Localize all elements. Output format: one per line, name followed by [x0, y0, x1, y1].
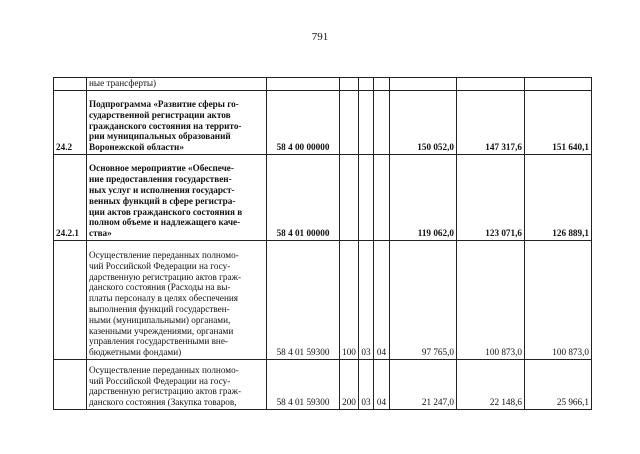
row-number — [54, 241, 87, 360]
row-value-3: 25 966,1 — [525, 360, 592, 410]
row-value-1: 150 052,0 — [390, 91, 457, 155]
table-row — [54, 241, 592, 360]
row-value-2: 123 071,6 — [457, 155, 525, 241]
row-number — [54, 78, 87, 91]
row-section: 03 — [359, 241, 374, 360]
page-number: 791 — [311, 31, 329, 43]
row-value-2: 100 873,0 — [457, 241, 525, 360]
table-row — [54, 155, 592, 241]
row-subsection — [374, 155, 390, 241]
row-subsection — [374, 78, 390, 91]
row-section — [359, 155, 374, 241]
row-number — [54, 360, 87, 410]
table-row — [54, 91, 592, 155]
row-subsection: 04 — [374, 241, 390, 360]
row-value-3: 100 873,0 — [525, 241, 592, 360]
row-name: Основное мероприятие «Обеспече- ние предоставления государствен- ных услуг и исполнения государст- венных функций в сфере регистра- ции актов гражданского состояния в полном объеме и надлежащего каче- ства» — [87, 155, 267, 241]
row-value-1: 97 765,0 — [390, 241, 457, 360]
row-value-1 — [390, 78, 457, 91]
row-program-code: 58 4 01 59300 — [267, 360, 340, 410]
table-row — [54, 78, 592, 91]
row-expense-type: 200 — [340, 360, 359, 410]
row-expense-type: 100 — [340, 241, 359, 360]
row-program-code: 58 4 00 00000 — [267, 91, 340, 155]
row-value-1: 21 247,0 — [390, 360, 457, 410]
row-section — [359, 91, 374, 155]
row-program-code — [267, 78, 340, 91]
row-value-3: 126 889,1 — [525, 155, 592, 241]
row-expense-type — [340, 155, 359, 241]
row-value-2 — [457, 78, 525, 91]
row-name: Подпрограмма «Развитие сферы го- сударственной регистрации актов гражданского состояния на террито- рии муниципальных образований Воронежской области» — [87, 91, 267, 155]
row-section — [359, 78, 374, 91]
budget-table — [53, 77, 592, 410]
row-value-3 — [525, 78, 592, 91]
row-subsection: 04 — [374, 360, 390, 410]
row-program-code: 58 4 01 00000 — [267, 155, 340, 241]
row-name: Осуществление переданных полномо- чий Российской Федерации на госу- дарственную регистрацию актов граж- данского состояния (Расходы на вы- платы персоналу в целях обеспечения выполнения функций государствен- ными (муниципальными) органами, казенными учреждениями, органами управления государственными вне- бюджетными фондами) — [87, 241, 267, 360]
row-value-2: 147 317,6 — [457, 91, 525, 155]
row-expense-type — [340, 78, 359, 91]
row-value-2: 22 148,6 — [457, 360, 525, 410]
row-name: Осуществление переданных полномо- чий Российской Федерации на госу- дарственную регистрацию актов граж- данского состояния (Закупка товаров, — [87, 360, 267, 410]
table-row — [54, 360, 592, 410]
row-expense-type — [340, 91, 359, 155]
row-subsection — [374, 91, 390, 155]
row-program-code: 58 4 01 59300 — [267, 241, 340, 360]
row-value-1: 119 062,0 — [390, 155, 457, 241]
row-section: 03 — [359, 360, 374, 410]
row-number: 24.2 — [54, 91, 87, 155]
row-value-3: 151 640,1 — [525, 91, 592, 155]
row-name: ные трансферты) — [87, 78, 267, 91]
row-number: 24.2.1 — [54, 155, 87, 241]
